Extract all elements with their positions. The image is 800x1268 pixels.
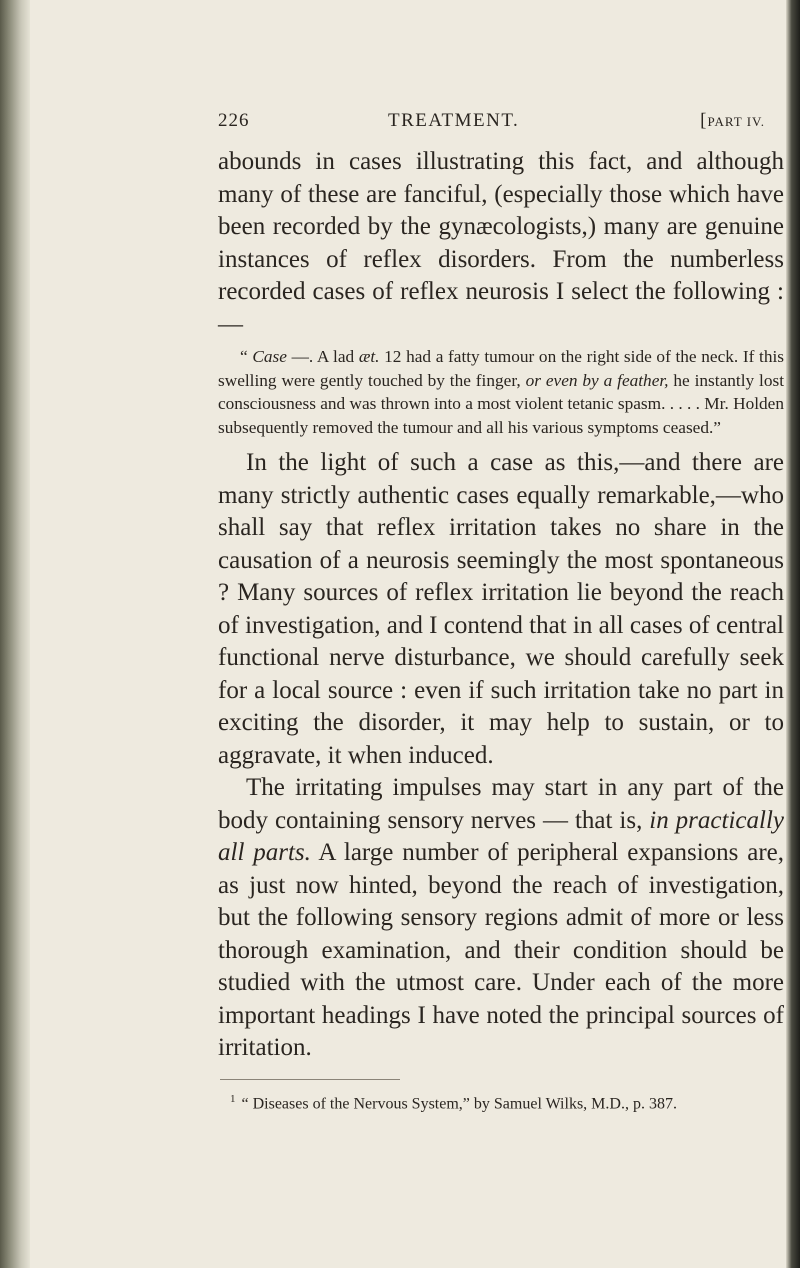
part-label bbox=[700, 110, 765, 132]
quote-italic-phrase: or even by a feather, bbox=[525, 370, 669, 390]
paragraph-3-italic: in practically all parts. bbox=[218, 806, 784, 866]
quote-part-2: 12 had a fatty tumour on the right side of the neck. If this swelling were gently touched by the finger, bbox=[218, 347, 784, 390]
running-header bbox=[218, 110, 793, 146]
case-quote bbox=[218, 345, 784, 439]
running-title: TREATMENT. bbox=[388, 110, 520, 131]
paragraph-3-part-2: A large number of peripheral expansions are, as just now hinted, beyond the reach of investigation, but the following sensory regions admit of more or less thorough examination, and their condition should be studied with the utmost care. Under each of the more important headings I have noted the principal sources of irritation. bbox=[218, 839, 784, 1061]
quote-open: “ bbox=[240, 347, 253, 366]
quote-part-1: —. A lad bbox=[286, 347, 359, 366]
aet-abbrev: æt. bbox=[358, 347, 380, 366]
case-label: Case bbox=[252, 347, 287, 366]
footnote-marker: 1 bbox=[230, 1092, 236, 1105]
book-page bbox=[218, 110, 793, 1115]
binding-left-edge bbox=[0, 0, 30, 1268]
footnote-rule bbox=[220, 1079, 400, 1080]
page-number: 226 bbox=[218, 110, 250, 131]
quote-part-3: he instantly lost consciousness and was thrown into a most violent tetanic spasm. . . . . Mr. Holden subsequently removed the tumour and all his various symptoms ceased.” bbox=[218, 370, 785, 437]
part-text: PART IV. bbox=[707, 114, 765, 129]
paragraph-1: abounds in cases illustrating this fact, and although many of these are fanciful, (especially those which have been recorded by the gynæcologists,) many are genuine instances of reflex disorders. From the numberless recorded cases of reflex neurosis I select the following :— bbox=[218, 148, 784, 338]
footnote bbox=[218, 1088, 793, 1115]
part-bracket: [ bbox=[700, 110, 708, 131]
footnote-text: “ Diseases of the Nervous System,” by Samuel Wilks, M.D., p. 387. bbox=[241, 1094, 677, 1112]
paragraph-3-part-1: The irritating impulses may start in any part of the body containing sensory nerves — that is, bbox=[218, 774, 784, 834]
paragraph-3 bbox=[218, 772, 784, 1065]
paragraph-2: In the light of such a case as this,—and there are many strictly authentic cases equally remarkable,—who shall say that reflex irritation takes no share in the causation of a neurosis seemingly the most spontaneous ? Many sources of reflex irritation lie beyond the reach of investigation, and I contend that in all cases of central functional nerve disturbance, we should carefully seek for a local source : even if such irritation take no part in exciting the disorder, it may help to sustain, or to aggravate, it when induced. bbox=[218, 449, 784, 769]
